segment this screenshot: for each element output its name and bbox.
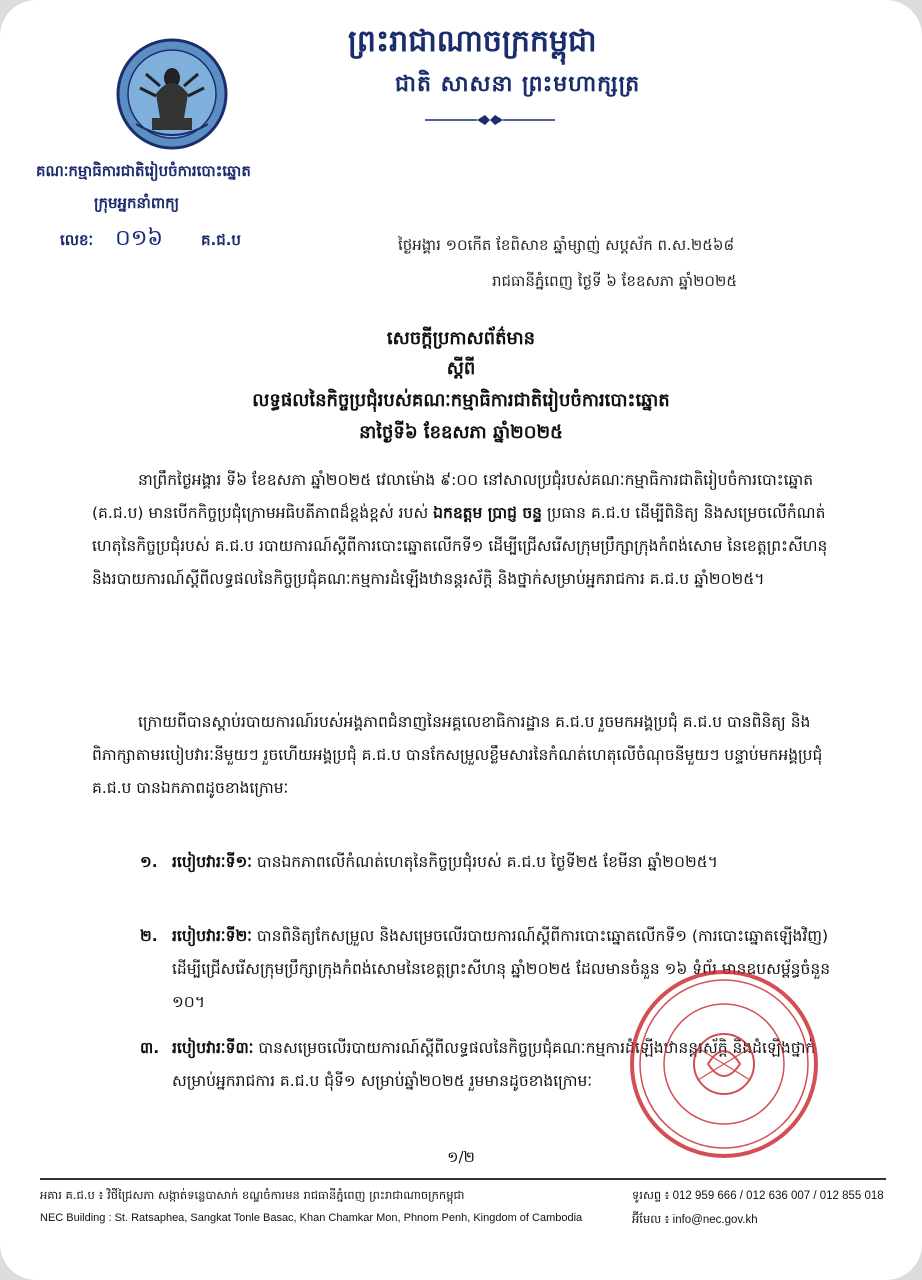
footer-phone: ទូរសព្ទ ៖ 012 959 666 / 012 636 007 / 012 855 018 [632,1190,884,1202]
motto-heading: ជាតិ សាសនា ព្រះមហាក្សត្រ [395,72,641,97]
paragraph-2 [92,706,838,805]
chairman-name: ឯកឧត្តម ប្រាជ្ញ ចន្ទ [433,504,543,522]
title-line-1: សេចក្តីប្រកាសព័ត៌មាន [386,328,536,349]
title-line-2: ស្តីពី [446,358,476,379]
kingdom-heading: ព្រះរាជាណាចក្រកម្ពុជា [348,24,597,59]
agenda-item-number: ២. [140,927,158,945]
paragraph-1-text-a: នាព្រឹកថ្ងៃអង្គារ ទី៦ ខែឧសភា ឆ្នាំ២០២៥ វេលាម៉ោង ៩:០០ នៅសាលប្រជុំរបស់គណៈកម្មាធិការជាតិរៀបចំការបោះឆ្នោត (គ.ជ.ប) មានបើកកិច្ចប្រជុំក្រោមអធិបតីភាពដ៏ខ្ពង់ខ្ពស់ របស់ [92,471,814,522]
title-line-3: លទ្ធផលនៃកិច្ចប្រជុំរបស់គណៈកម្មាធិការជាតិរៀបចំការបោះឆ្នោត [252,390,670,411]
ref-label: លេខៈ [60,231,94,249]
ornament-divider-icon [425,113,555,127]
agenda-item-text: បានពិនិត្យកែសម្រួល និងសម្រេចលើរបាយការណ៍ស្តីពីការបោះឆ្នោតលើកទី១ (ការបោះឆ្នោតឡើងវិញ) ដើម្បីជ្រើសរើសក្រុមប្រឹក្សាក្រុងកំពង់សោមនៃខេត្តព្រះសីហនុ ឆ្នាំ២០២៥ ដែលមានចំនួន ១៦ ទំព័រ មានឧបសម្ព័ន្ធចំនួន ១០។ [172,927,831,1011]
agenda-item-label: របៀបវារៈទី២ៈ [172,927,252,945]
agenda-item-text: បានឯកភាពលើកំណត់ហេតុនៃកិច្ចប្រជុំរបស់ គ.ជ.ប ថ្ងៃទី២៥ ខែមីនា ឆ្នាំ២០២៥។ [251,853,718,871]
footer-address-khmer: អគារ គ.ជ.ប ៖ វិថីជ្រៃសភា សង្កាត់ទន្លេបាសាក់ ខណ្ឌចំការមន រាជធានីភ្នំពេញ ព្រះរាជាណាចក្រកម្ពុជា [40,1188,465,1202]
page-number: ១/២ [447,1148,475,1166]
paragraph-1 [92,464,838,596]
official-seal-stamp [628,968,820,1160]
organization-name: គណៈកម្មាធិការជាតិរៀបចំការបោះឆ្នោត [36,162,251,180]
paragraph-2-text: ក្រោយពីបានស្តាប់របាយការណ៍របស់អង្គភាពជំនាញនៃអគ្គលេខាធិការដ្ឋាន គ.ជ.ប រួចមកអង្គប្រជុំ គ.ជ.ប បានពិនិត្យ និងពិភាក្សាតាមរបៀបវារៈនីមួយៗ រួចហើយអង្គប្រជុំ គ.ជ.ប បានកែសម្រួលខ្លឹមសារនៃកំណត់ហេតុលើចំណុចនីមួយៗ បន្ទាប់មកអង្គប្រជុំ គ.ជ.ប បានឯកភាពដូចខាងក្រោមៈ [92,713,823,797]
nec-emblem-logo [116,38,228,150]
solar-date: រាជធានីភ្នំពេញ ថ្ងៃទី ៦ ខែឧសភា ឆ្នាំ២០២៥ [492,272,738,290]
agenda-item-1 [98,846,840,879]
agenda-item-label: របៀបវារៈទី១ៈ [172,853,252,871]
reference-number-row [60,224,241,256]
paragraph-1-text-b: ប្រធាន គ.ជ.ប ដើម្បីពិនិត្យ និងសម្រេចលើកំណត់ហេតុនៃកិច្ចប្រជុំរបស់ គ.ជ.ប របាយការណ៍ស្តីពីការបោះឆ្នោតលើកទី១ ដើម្បីជ្រើសរើសក្រុមប្រឹក្សាក្រុងកំពង់សោម នៃខេត្តព្រះសីហនុ និងរបាយការណ៍ស្តីពីលទ្ធផលនៃកិច្ចប្រជុំគណៈកម្មការដំឡើងឋានន្តរស័ក្តិ និងថ្នាក់សម្រាប់អ្នករាជការ គ.ជ.ប ឆ្នាំ២០២៥។ [92,504,828,588]
agenda-item-label: របៀបវារៈទី៣ៈ [172,1039,254,1057]
agenda-item-text: បានសម្រេចលើរបាយការណ៍ស្តីពីលទ្ធផលនៃកិច្ចប្រជុំគណៈកម្មការដំឡើងឋានន្តរស័ក្តិ និងដំឡើងថ្នាក់សម្រាប់អ្នករាជការ គ.ជ.ប ជុំទី១ សម្រាប់ឆ្នាំ២០២៥ រួមមានដូចខាងក្រោមៈ [172,1039,816,1090]
ref-number: ០១៦ [115,226,163,251]
department-name: ក្រុមអ្នកនាំពាក្យ [94,194,180,212]
agenda-item-number: ៣. [140,1039,160,1057]
footer-divider [40,1178,886,1180]
footer-address-english: NEC Building : St. Ratsaphea, Sangkat Tonle Basac, Khan Chamkar Mon, Phnom Penh, Kingdom of Cambodia [40,1212,583,1224]
title-line-4: នាថ្ងៃទី៦ ខែឧសភា ឆ្នាំ២០២៥ [359,422,563,443]
agenda-item-number: ១. [140,853,158,871]
footer-email: អ៊ីមែល ៖ info@nec.gov.kh [632,1214,758,1226]
ref-code: គ.ជ.ប [200,231,241,249]
lunar-date: ថ្ងៃអង្គារ ១០កើត ខែពិសាខ ឆ្នាំម្សាញ់ សប្តស័ក ព.ស.២៥៦៨ [398,236,735,254]
